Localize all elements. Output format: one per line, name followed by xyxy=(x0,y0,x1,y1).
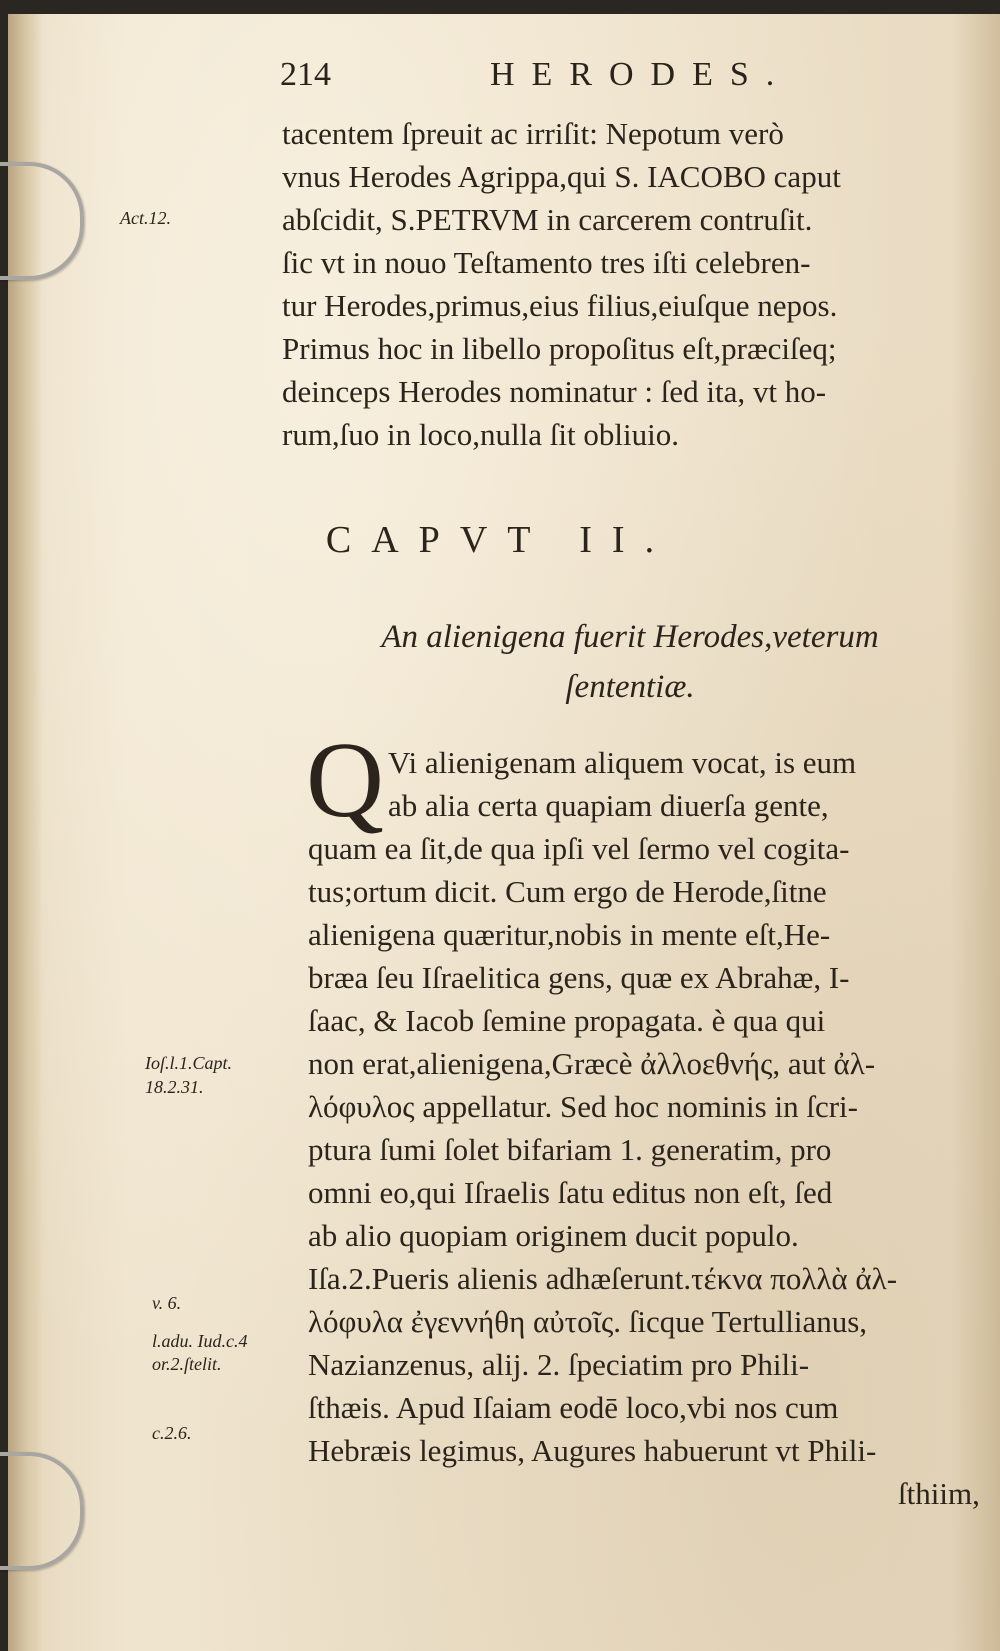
text-line: bræa ſeu Iſraelitica gens, quæ ex Abrahæ, I- xyxy=(308,960,850,995)
text-line: ſthiim, xyxy=(898,1476,980,1511)
text-line: tur Herodes,primus,eius filius,eiuſque nepos. xyxy=(282,288,838,323)
text-line: rum,ſuo in loco,nulla ſit obliuio. xyxy=(282,417,679,452)
text-line: λόφυλα ἐγεννήθη αὐτοῖς. ſicque Tertullianus, xyxy=(308,1304,868,1339)
text-line: ſic vt in nouo Teſtamento tres iſti celebren- xyxy=(282,245,811,280)
margin-note-josephus-ref: 18.2.31. xyxy=(145,1077,204,1097)
text-line: ab alia certa quapiam diuerſa gente, xyxy=(388,788,829,823)
text-line: ſaac, & Iacob ſemine propagata. è qua qui xyxy=(308,1003,826,1038)
text-line: ab alio quopiam originem ducit populo. xyxy=(308,1218,799,1253)
margin-note-josephus: Ioſ.l.1.Capt. xyxy=(145,1053,233,1073)
text-line: omni eo,qui Iſraelis ſatu editus non eſt, ſed xyxy=(308,1175,833,1210)
text-line: Vi alienigenam aliquem vocat, is eum xyxy=(388,745,857,780)
running-title: HERODES. xyxy=(490,56,792,93)
subtitle-line: ſententiæ. xyxy=(565,669,695,705)
margin-note-chapter: c.2.6. xyxy=(152,1423,192,1443)
text-line: abſcidit, S.PETRVM in carcerem contruſit. xyxy=(282,202,813,237)
text-line: Nazianzenus, alij. 2. ſpeciatim pro Phili- xyxy=(308,1347,810,1382)
text-line: Hebræis legimus, Augures habuerunt vt Phili- xyxy=(308,1433,877,1468)
chapter-subtitle xyxy=(320,612,940,712)
text-line: tus;ortum dicit. Cum ergo de Herode,ſitne xyxy=(308,874,827,909)
continued-text-block xyxy=(282,112,952,456)
text-line: quam ea ſit,de qua ipſi vel ſermo vel cogita- xyxy=(308,831,850,866)
text-line: deinceps Herodes nominatur : ſed ita, vt ho- xyxy=(282,374,827,409)
body-text-block xyxy=(308,741,978,1515)
text-line: non erat,alienigena,Græcè ἀλλοεθνής, aut ἀλ- xyxy=(308,1046,876,1081)
drop-cap: Q xyxy=(306,721,384,840)
text-line: λόφυλος appellatur. Sed hoc nominis in ſcri- xyxy=(308,1089,858,1124)
running-head xyxy=(280,56,970,106)
margin-note-nazianzen: or.2.ſtelit. xyxy=(152,1354,222,1374)
text-line: alienigena quæritur,nobis in mente eſt,He- xyxy=(308,917,831,952)
text-line: ſthæis. Apud Iſaiam eodē loco,vbi nos cum xyxy=(308,1390,839,1425)
subtitle-line: An alienigena fuerit Herodes,veterum xyxy=(381,619,879,655)
page-number: 214 xyxy=(280,56,331,93)
margin-note-acts: Act.12. xyxy=(120,208,171,228)
chapter-heading: CAPVT II. xyxy=(325,519,675,561)
text-line: vnus Herodes Agrippa,qui S. IACOBO caput xyxy=(282,159,841,194)
text-line: Iſa.2.Pueris alienis adhæſerunt.τέκνα πολλὰ ἀλ- xyxy=(308,1261,898,1296)
margin-note-verse: v. 6. xyxy=(152,1293,182,1313)
margin-note-tertullian: l.adu. Iud.c.4 xyxy=(152,1331,248,1351)
text-line: ptura ſumi ſolet bifariam 1. generatim, pro xyxy=(308,1132,832,1167)
text-line: Primus hoc in libello propoſitus eſt,præciſeq; xyxy=(282,331,837,366)
text-line: tacentem ſpreuit ac irriſit: Nepotum verò xyxy=(282,116,784,151)
